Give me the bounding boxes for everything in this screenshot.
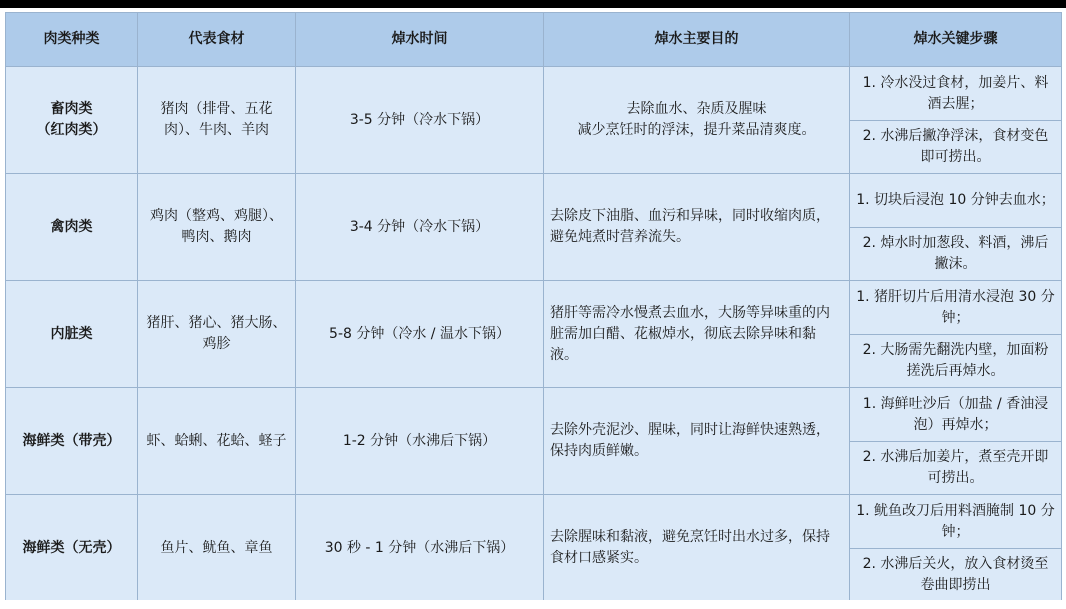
step-item: 1. 鱿鱼改刀后用料酒腌制 10 分钟； [856, 502, 1055, 540]
step-item: 1. 猪肝切片后用清水浸泡 30 分钟； [856, 288, 1055, 326]
row-category: 禽肉类 [6, 174, 138, 281]
row-ingredients: 猪肉（排骨、五花肉）、牛肉、羊肉 [138, 67, 296, 174]
row-category: 畜肉类 （红肉类） [6, 67, 138, 174]
row-purpose: 去除外壳泥沙、腥味，同时让海鲜快速熟透，保持肉质鲜嫩。 [544, 388, 850, 495]
row-ingredients: 鱼片、鱿鱼、章鱼 [138, 495, 296, 602]
step-item: 1. 海鲜吐沙后（加盐 / 香油浸泡）再焯水； [862, 395, 1049, 433]
row-time: 3-4 分钟（冷水下锅） [296, 174, 544, 281]
row-time: 3-5 分钟（冷水下锅） [296, 67, 544, 174]
bottom-margin [0, 600, 1066, 609]
row-time: 5-8 分钟（冷水 / 温水下锅） [296, 281, 544, 388]
table-row [6, 67, 1062, 174]
step-item: 2. 水沸后关火，放入食材烫至卷曲即捞出 [850, 548, 1061, 601]
top-edge-bar [0, 0, 1066, 8]
row-category: 内脏类 [6, 281, 138, 388]
step-item: 2. 水沸后撇净浮沫，食材变色即可捞出。 [850, 120, 1061, 173]
row-category: 海鲜类（带壳） [6, 388, 138, 495]
header-time: 焯水时间 [296, 13, 544, 67]
blanching-table [5, 12, 1062, 602]
row-steps [850, 495, 1062, 602]
row-category: 海鲜类（无壳） [6, 495, 138, 602]
row-time: 30 秒 - 1 分钟（水沸后下锅） [296, 495, 544, 602]
row-steps [850, 281, 1062, 388]
header-purpose: 焯水主要目的 [544, 13, 850, 67]
table-row [6, 388, 1062, 495]
step-item: 2. 大肠需先翻洗内壁，加面粉搓洗后再焯水。 [850, 334, 1061, 387]
step-item: 2. 焯水时加葱段、料酒，沸后撇沫。 [850, 227, 1061, 280]
row-purpose: 去除血水、杂质及腥味 减少烹饪时的浮沫，提升菜品清爽度。 [544, 67, 850, 174]
header-meat-type: 肉类种类 [6, 13, 138, 67]
row-purpose: 猪肝等需冷水慢煮去血水，大肠等异味重的内脏需加白醋、花椒焯水，彻底去除异味和黏液。 [544, 281, 850, 388]
step-item: 2. 水沸后加姜片，煮至壳开即可捞出。 [850, 441, 1061, 494]
step-item: 1. 切块后浸泡 10 分钟去血水； [856, 192, 1055, 208]
table-row [6, 174, 1062, 281]
row-ingredients: 猪肝、猪心、猪大肠、鸡胗 [138, 281, 296, 388]
row-time: 1-2 分钟（水沸后下锅） [296, 388, 544, 495]
row-ingredients: 鸡肉（整鸡、鸡腿）、鸭肉、鹅肉 [138, 174, 296, 281]
row-purpose: 去除腥味和黏液，避免烹饪时出水过多，保持食材口感紧实。 [544, 495, 850, 602]
header-steps: 焯水关键步骤 [850, 13, 1062, 67]
table-row [6, 495, 1062, 602]
step-item: 1. 冷水没过食材，加姜片、料酒去腥； [862, 74, 1049, 112]
row-steps [850, 388, 1062, 495]
row-steps [850, 174, 1062, 281]
table-row [6, 281, 1062, 388]
table-header-row [6, 13, 1062, 67]
row-steps [850, 67, 1062, 174]
row-purpose: 去除皮下油脂、血污和异味，同时收缩肉质，避免炖煮时营养流失。 [544, 174, 850, 281]
row-ingredients: 虾、蛤蜊、花蛤、蛏子 [138, 388, 296, 495]
header-ingredients: 代表食材 [138, 13, 296, 67]
